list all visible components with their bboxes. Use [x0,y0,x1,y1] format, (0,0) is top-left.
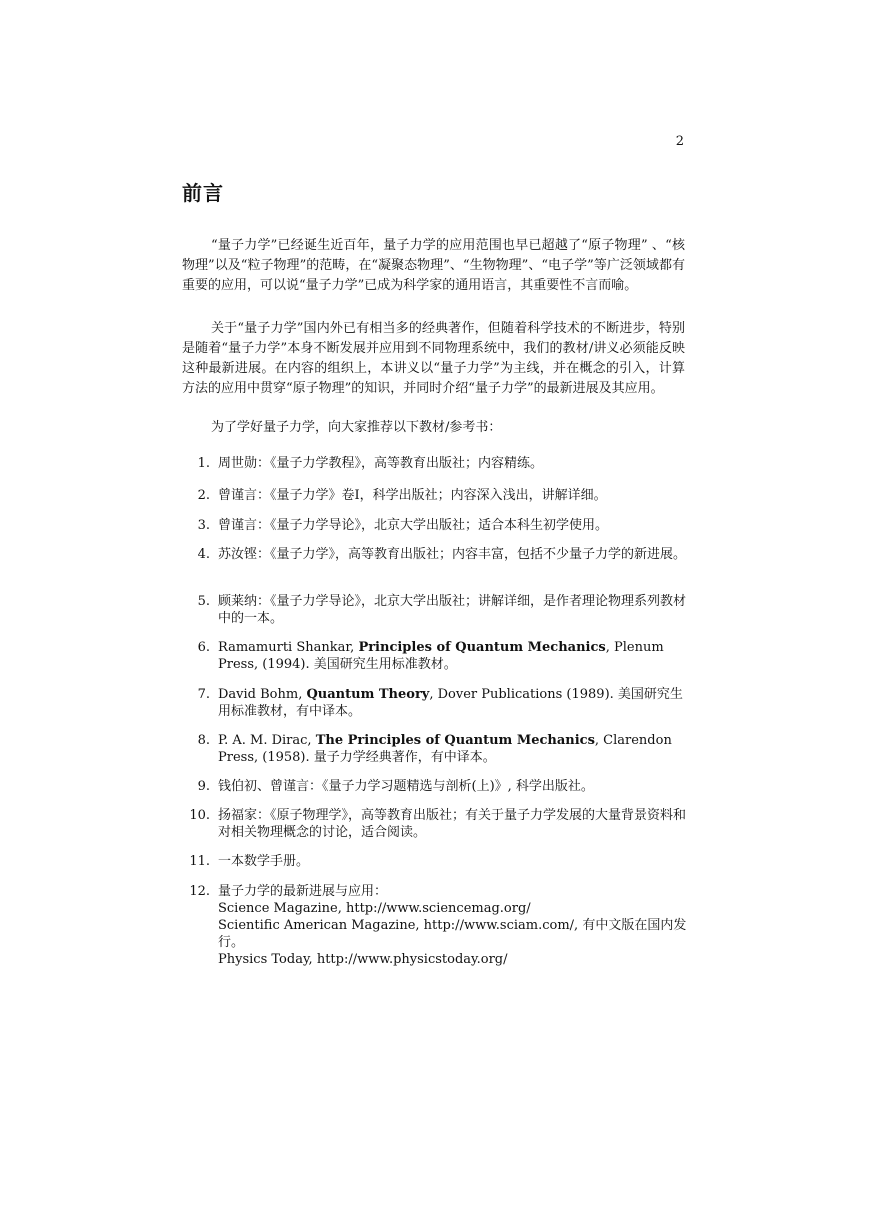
reference-number: 3. [197,518,210,533]
reference-text [218,686,691,720]
reference-text: 钱伯初、曾谨言：《量子力学习题精选与剖析(上)》, 科学出版社。 [218,779,594,794]
reference-number: 7. [197,687,210,702]
reference-author: David Bohm, [218,687,307,702]
reference-number: 12. [189,884,210,899]
reference-details: , Dover Publications (1989). 美国研究生用标准教材，有中译本。 [218,687,683,719]
reference-text [218,732,691,766]
reference-text [218,883,691,968]
reference-text: 曾谨言：《量子力学导论》，北京大学出版社；适合本科生初学使用。 [218,518,609,533]
reference-number: 1. [197,456,210,471]
reference-title: Quantum Theory [306,687,430,702]
preface-paragraph: 为了学好量子力学，向大家推荐以下教材/参考书： [211,420,502,435]
reference-title: The Principles of Quantum Mechanics [315,733,595,748]
reference-number: 8. [197,733,210,748]
reference-author: Ramamurti Shankar, [218,640,359,655]
preface-paragraph: “量子力学”已经诞生近百年，量子力学的应用范围也早已超越了“原子物理” 、“核物理”以及“粒子物理”的范畴，在“凝聚态物理”、“生物物理”、“电子学”等广泛领域都有重要的应用，可以说“量子力学”已成为科学家的通用语言，其重要性不言而喻。 [182,238,685,293]
reference-number: 4. [197,547,210,562]
reference-number: 6. [197,640,210,655]
reference-line: Scientific American Magazine, http://www.sciam.com/, 有中文版在国内发行。 [218,918,687,950]
reference-text: 一本数学手册。 [218,854,310,869]
reference-author: P. A. M. Dirac, [218,733,316,748]
reference-number: 5. [197,594,210,609]
reference-text [218,639,691,673]
reference-number: 11. [189,854,210,869]
reference-text: 扬福家：《原子物理学》，高等教育出版社；有关于量子力学发展的大量背景资料和对相关物理概念的讨论，适合阅读。 [218,808,687,840]
reference-number: 2. [197,488,210,503]
reference-line: 量子力学的最新进展与应用： [218,884,388,899]
reference-text: 周世勋：《量子力学教程》，高等教育出版社；内容精练。 [218,456,544,471]
reference-number: 10. [189,808,210,823]
reference-text: 顾莱纳：《量子力学导论》，北京大学出版社；讲解详细，是作者理论物理系列教材中的一本。 [218,594,687,626]
reference-details: , Plenum Press, (1994). 美国研究生用标准教材。 [218,640,664,672]
reference-number: 9. [197,779,210,794]
page-number: 2 [675,134,684,149]
reference-text: 曾谨言：《量子力学》卷I，科学出版社；内容深入浅出，讲解详细。 [218,488,607,503]
reference-line: Science Magazine, http://www.sciencemag.org/ [218,901,531,916]
preface-heading: 前言 [182,181,224,205]
reference-line: Physics Today, http://www.physicstoday.org/ [218,952,508,967]
preface-paragraph: 关于“量子力学”国内外已有相当多的经典著作，但随着科学技术的不断进步，特别是随着“量子力学”本身不断发展并应用到不同物理系统中，我们的教材/讲义必须能反映这种最新进展。在内容的组织上，本讲义以“量子力学”为主线，并在概念的引入，计算方法的应用中贯穿“原子物理”的知识，并同时介绍“量子力学”的最新进展及其应用。 [182,321,685,396]
reference-details: , Clarendon Press, (1958). 量子力学经典著作，有中译本。 [218,733,672,765]
reference-text: 苏汝铿：《量子力学》，高等教育出版社；内容丰富，包括不少量子力学的新进展。 [218,547,687,562]
reference-title: Principles of Quantum Mechanics [358,640,606,655]
